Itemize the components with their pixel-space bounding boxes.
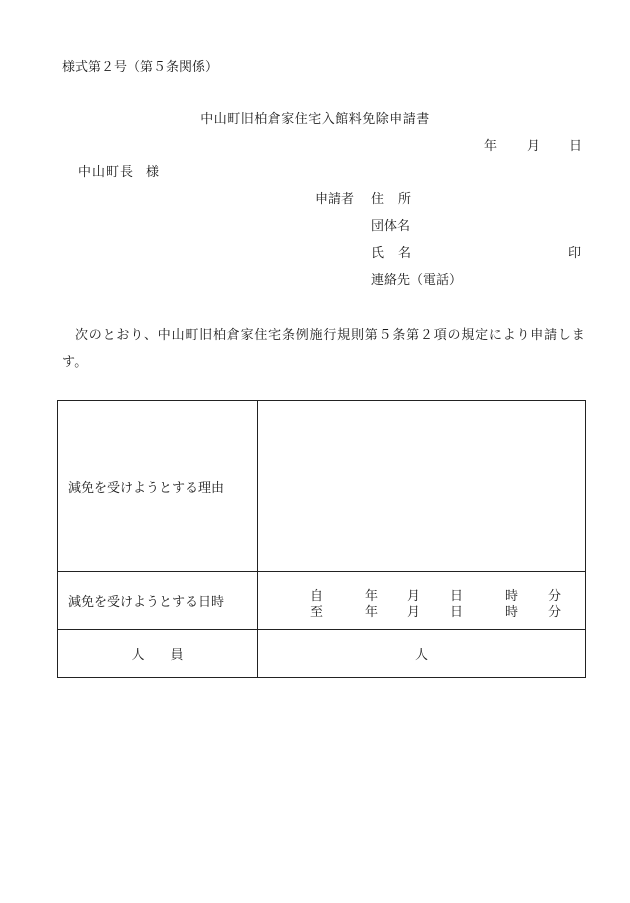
from-hour: 時 [505,588,519,604]
from-minute: 分 [548,588,562,604]
from-year: 年 [365,588,379,604]
reason-field[interactable] [258,401,586,572]
from-day: 日 [450,588,464,604]
datetime-label: 減免を受けようとする日時 [58,572,258,630]
datetime-from-line [258,585,585,604]
addressee-name: 中山町長 [78,165,135,180]
date-year-label: 年 [484,139,498,154]
people-count-field[interactable] [258,630,586,678]
contact-phone-label: 連絡先（電話） [371,273,463,288]
to-minute: 分 [548,604,562,620]
applicant-heading: 申請者 [315,192,355,207]
to-hour: 時 [505,604,519,620]
name-label: 氏名 [371,246,426,261]
people-unit: 人 [414,648,428,663]
datetime-field[interactable] [258,572,586,630]
from-month: 月 [407,588,421,604]
to-day: 日 [450,604,464,620]
datetime-to-line [258,601,585,620]
address-label: 住所 [371,192,426,207]
form-number: 様式第２号（第５条関係） [62,60,219,75]
organization-label: 団体名 [371,219,411,234]
to-month: 月 [407,604,421,620]
application-table [57,400,586,678]
document-title: 中山町旧柏倉家住宅入館料免除申請書 [200,112,430,127]
people-label: 人 員 [58,630,258,678]
to-prefix: 至 [310,604,324,620]
reason-label: 減免を受けようとする理由 [58,401,258,572]
date-month-label: 月 [527,139,541,154]
addressee-honorific: 様 [146,165,160,180]
date-day-label: 日 [569,139,583,154]
application-statement: 次のとおり、中山町旧柏倉家住宅条例施行規則第５条第２項の規定により申請します。 [62,328,585,370]
to-year: 年 [365,604,379,620]
datetime-row [58,572,586,630]
people-row [58,630,586,678]
reason-row [58,401,586,572]
seal-mark: 印 [568,246,582,261]
from-prefix: 自 [310,588,324,604]
